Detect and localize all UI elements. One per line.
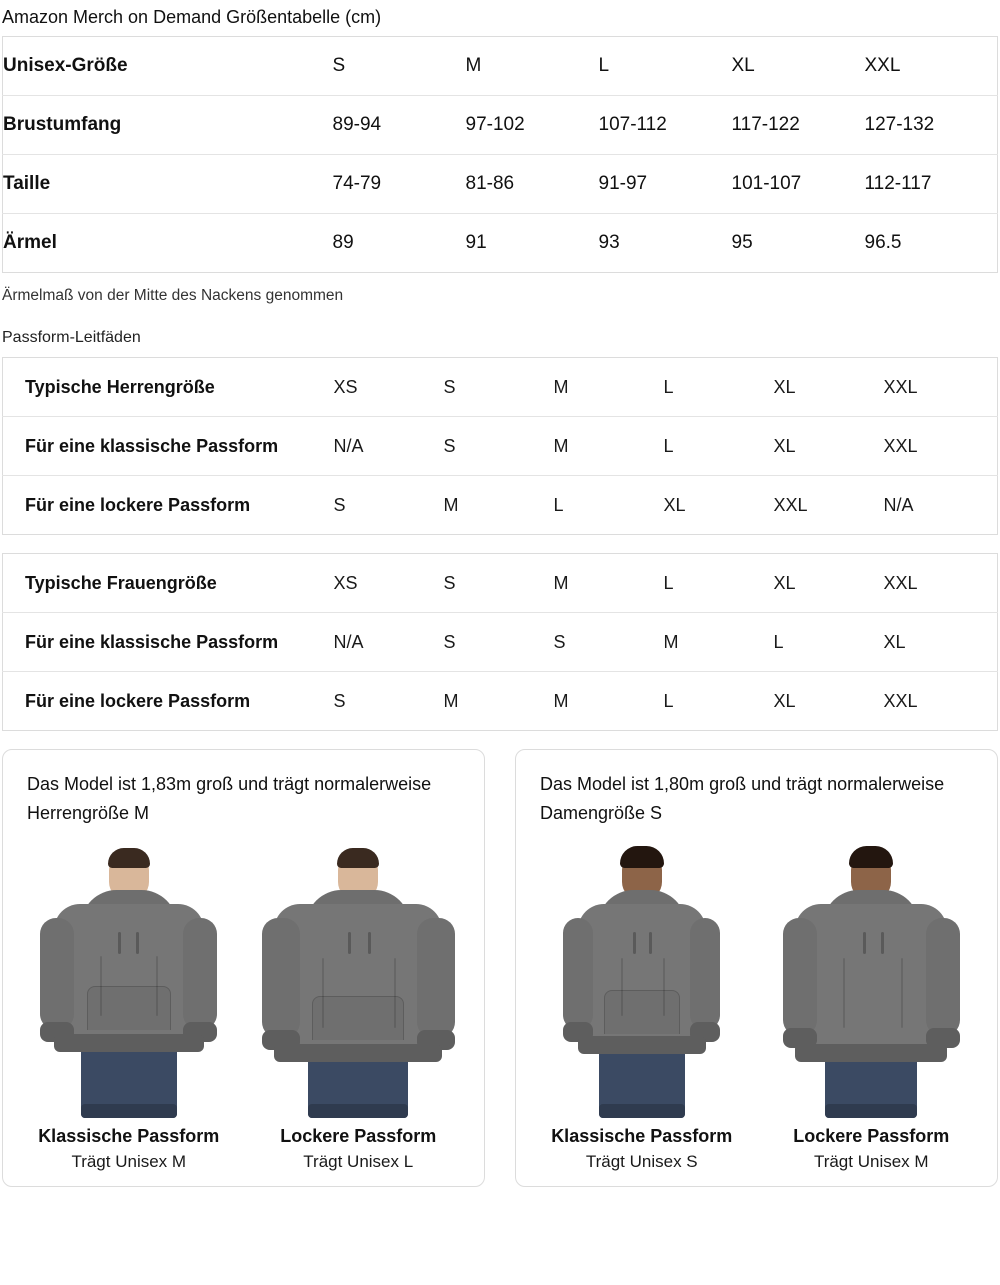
row-header: Taille xyxy=(3,155,333,214)
table-row xyxy=(3,37,998,96)
cell: XL xyxy=(883,613,998,672)
model-cards xyxy=(2,749,998,1187)
cell: XL xyxy=(773,358,883,417)
cell: S xyxy=(333,690,346,711)
cell: XXL xyxy=(883,554,998,613)
figure-row xyxy=(532,846,981,1172)
row-header: Typische Herrengröße xyxy=(3,358,333,417)
cell: L xyxy=(599,37,732,96)
row-header: Für eine klassische Passform xyxy=(3,417,333,476)
table-row xyxy=(3,214,998,273)
cell: M xyxy=(553,690,569,711)
cell: M xyxy=(663,613,773,672)
cell: 112-117 xyxy=(865,155,998,214)
cell: M xyxy=(553,417,663,476)
model-card-men xyxy=(2,749,485,1187)
figure-title: Lockere Passform xyxy=(280,1126,437,1146)
cell: N/A xyxy=(333,417,443,476)
fit-guides-label: Passform-Leitfäden xyxy=(2,329,141,346)
figure-subtitle: Trägt Unisex L xyxy=(303,1152,414,1171)
row-header: Unisex-Größe xyxy=(3,37,333,96)
cell: 96.5 xyxy=(864,232,902,253)
cell: XL xyxy=(773,690,796,711)
figure-classic-women xyxy=(539,846,744,1172)
cell: S xyxy=(333,494,346,515)
figure-subtitle: Trägt Unisex M xyxy=(71,1152,187,1171)
cell: M xyxy=(553,358,663,417)
table-row xyxy=(3,476,998,535)
cell: XL xyxy=(773,554,883,613)
row-header: Für eine lockere Passform xyxy=(25,690,251,711)
table-row xyxy=(3,613,998,672)
cell: S xyxy=(443,417,553,476)
cell: 117-122 xyxy=(732,96,865,155)
model-caption: Das Model ist 1,83m groß und trägt normalerweise Herrengröße M xyxy=(27,774,432,823)
model-caption: Das Model ist 1,80m groß und trägt normalerweise Damengröße S xyxy=(540,774,945,823)
cell: 127-132 xyxy=(865,96,998,155)
unisex-size-table xyxy=(2,36,998,273)
figure-row xyxy=(19,846,468,1172)
cell: M xyxy=(443,690,459,711)
cell: 91 xyxy=(465,232,487,253)
row-header: Für eine klassische Passform xyxy=(3,613,333,672)
cell: L xyxy=(663,554,773,613)
cell: XXL xyxy=(883,358,998,417)
cell: XL xyxy=(732,37,865,96)
table-row xyxy=(3,155,998,214)
hoodie-illustration-icon xyxy=(769,846,974,1118)
cell: 101-107 xyxy=(732,155,865,214)
cell: 93 xyxy=(598,232,620,253)
cell: XXL xyxy=(883,690,918,711)
model-card-women xyxy=(515,749,998,1187)
cell: L xyxy=(553,494,564,515)
table-row xyxy=(3,417,998,476)
cell: S xyxy=(443,554,553,613)
cell: L xyxy=(663,417,773,476)
sleeve-measurement-note: Ärmelmaß von der Mitte des Nackens genommen xyxy=(2,287,344,304)
cell: 89 xyxy=(332,232,354,253)
figure-title: Lockere Passform xyxy=(793,1126,950,1146)
table-row xyxy=(3,96,998,155)
figure-loose-women xyxy=(769,846,974,1172)
cell: 91-97 xyxy=(599,155,732,214)
cell: S xyxy=(443,358,553,417)
table-row xyxy=(3,554,998,613)
cell: M xyxy=(553,554,663,613)
cell: S xyxy=(333,37,466,96)
cell: XXL xyxy=(773,494,808,515)
cell: S xyxy=(553,613,663,672)
row-header: Für eine lockere Passform xyxy=(25,494,251,515)
cell: L xyxy=(663,690,674,711)
cell: S xyxy=(443,613,553,672)
cell: N/A xyxy=(883,494,914,515)
cell: L xyxy=(773,613,883,672)
figure-subtitle: Trägt Unisex S xyxy=(585,1152,698,1171)
row-header: Typische Frauengröße xyxy=(3,554,333,613)
cell: M xyxy=(466,37,599,96)
row-header: Ärmel xyxy=(3,232,57,253)
hoodie-illustration-icon xyxy=(256,846,461,1118)
cell: XXL xyxy=(883,417,998,476)
mens-fit-table xyxy=(2,357,998,535)
cell: 107-112 xyxy=(599,96,732,155)
figure-loose-men xyxy=(256,846,461,1172)
cell: 74-79 xyxy=(333,155,466,214)
figure-title: Klassische Passform xyxy=(38,1126,220,1146)
cell: XL xyxy=(773,417,883,476)
cell: XS xyxy=(333,554,443,613)
table-row xyxy=(3,672,998,731)
cell: XS xyxy=(333,358,443,417)
cell: L xyxy=(663,358,773,417)
womens-fit-table xyxy=(2,553,998,731)
hoodie-illustration-icon xyxy=(26,846,231,1118)
cell: M xyxy=(443,494,459,515)
cell: 95 xyxy=(731,232,753,253)
figure-classic-men xyxy=(26,846,231,1172)
cell: 89-94 xyxy=(333,96,466,155)
cell: 81-86 xyxy=(466,155,599,214)
page-title: Amazon Merch on Demand Größentabelle (cm) xyxy=(2,7,382,27)
hoodie-illustration-icon xyxy=(539,846,744,1118)
figure-subtitle: Trägt Unisex M xyxy=(813,1152,929,1171)
cell: N/A xyxy=(333,613,443,672)
table-row xyxy=(3,358,998,417)
cell: XL xyxy=(663,494,686,515)
cell: 97-102 xyxy=(466,96,599,155)
figure-title: Klassische Passform xyxy=(551,1126,733,1146)
cell: XXL xyxy=(865,37,998,96)
row-header: Brustumfang xyxy=(3,96,333,155)
